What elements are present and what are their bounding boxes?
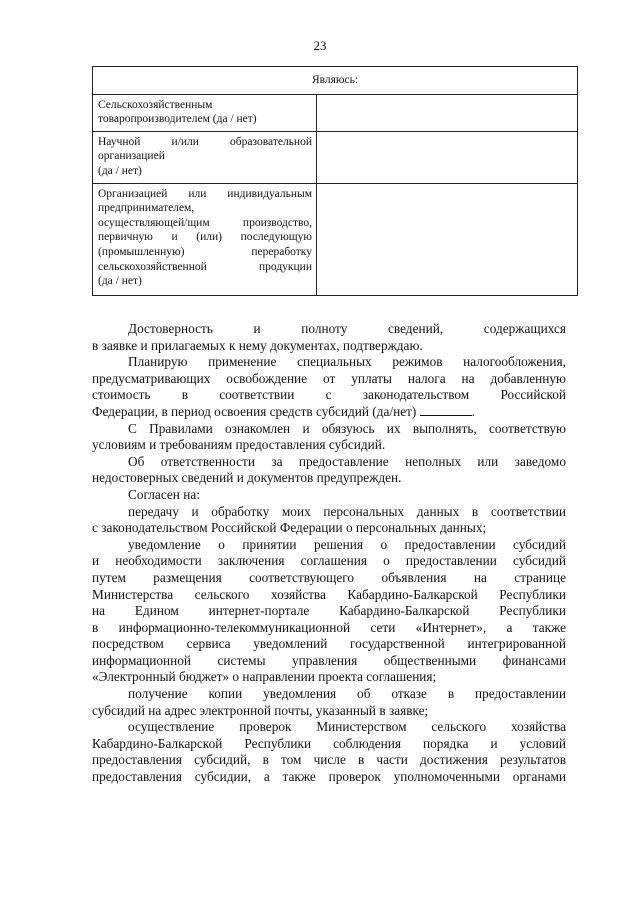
answer-cell[interactable] xyxy=(317,131,578,183)
text-line: предусматривающих освобождение от уплаты налога на добавленную xyxy=(92,370,566,386)
text-line: посредством сервиса уведомлений государственной интегрированной xyxy=(92,636,566,652)
text-line: предоставления субсидии, а также проверок уполномоченными органами xyxy=(92,769,566,785)
table-row xyxy=(93,183,578,295)
paragraph xyxy=(92,686,566,719)
text-line: получение копии уведомления об отказе в предоставлении xyxy=(128,686,566,702)
text-line: С Правилами ознакомлен и обязуюсь их выполнять, соответствую xyxy=(128,420,566,436)
text-line: с законодательством Российской Федерации о персональных данных; xyxy=(92,520,487,536)
text-line: Об ответственности за предоставление неполных или заведомо xyxy=(128,453,566,469)
paragraph xyxy=(92,719,566,785)
text-line: информационной системы управления общественными финансами xyxy=(92,652,566,668)
text-line: субсидий на адрес электронной почты, указанный в заявке; xyxy=(92,702,429,718)
paragraph xyxy=(92,354,566,420)
row-label-line: товаропроизводителем (да / нет) xyxy=(98,113,257,126)
answer-cell[interactable] xyxy=(317,94,578,131)
row-label-line: Сельскохозяйственным xyxy=(98,98,213,111)
text-line: осуществление проверок Министерством сельского хозяйства xyxy=(128,719,566,735)
paragraph xyxy=(92,504,566,537)
row-label xyxy=(93,94,317,131)
text-line: Согласен на: xyxy=(128,486,200,502)
text-line: стоимость в соответствии с законодательством Российской xyxy=(92,387,566,403)
answer-cell[interactable] xyxy=(317,183,578,295)
row-label-line: (промышленную) переработку xyxy=(98,245,312,258)
text-line: условиям и требованиям предоставления субсидий. xyxy=(92,437,386,453)
text-line-content: Федерации, в период освоения средств субсидий (да/нет) xyxy=(92,403,417,419)
text-line: Достоверность и полноту сведений, содержащихся xyxy=(128,321,566,336)
table-header: Являюсь: xyxy=(93,67,578,95)
text-line: «Электронный бюджет» о направлении проекта соглашения; xyxy=(92,669,437,685)
text-line: Кабардино-Балкарской Республики соблюдения порядка и условий xyxy=(92,735,566,751)
text-line: предоставления субсидий, в том числе в части достижения результатов xyxy=(92,752,566,768)
row-label-line: осуществляющей/щим производство, xyxy=(98,216,312,229)
text-line: недостоверных сведений и документов предупрежден. xyxy=(92,470,402,486)
text-line: на Едином интернет-портале Кабардино-Балкарской Республики xyxy=(92,603,566,619)
page-number: 23 xyxy=(313,38,327,53)
text-line: уведомление о принятии решения о предоставлении субсидий xyxy=(128,536,566,552)
table-row xyxy=(93,94,578,131)
table-header-row xyxy=(93,67,578,95)
text-line: Федерации, в период освоения средств субсидий (да/нет) . xyxy=(92,403,476,419)
paragraph xyxy=(92,537,566,686)
text-line: в заявке и прилагаемых к нему документах, подтверждаю. xyxy=(92,337,423,353)
row-label xyxy=(93,183,317,295)
status-table xyxy=(92,66,578,296)
text-line: передачу и обработку моих персональных данных в соответствии xyxy=(128,503,566,519)
paragraph xyxy=(92,454,566,487)
row-label-line: организацией xyxy=(98,150,165,163)
paragraph xyxy=(92,487,566,504)
text-line: и необходимости заключения соглашения о предоставлении субсидий xyxy=(92,553,566,569)
text-line: Министерства сельского хозяйства Кабардино-Балкарской Республики xyxy=(92,586,566,602)
paragraph xyxy=(92,421,566,454)
row-label-line: предпринимателем, xyxy=(98,202,195,215)
text-line: Планирую применение специальных режимов налогообложения, xyxy=(128,354,566,370)
row-label-line: сельскохозяйственной продукции xyxy=(98,260,312,273)
row-label-line: первичную и (или) последующую xyxy=(98,231,312,244)
row-label-line: Научной и/или образовательной xyxy=(98,135,312,148)
row-label-line: Организацией или индивидуальным xyxy=(98,187,312,200)
row-label xyxy=(93,131,317,183)
body-text xyxy=(92,321,566,786)
row-label-line: (да / нет) xyxy=(98,164,142,177)
table-row xyxy=(93,131,578,183)
answer-blank[interactable] xyxy=(420,404,472,416)
row-label-line: (да / нет) xyxy=(98,275,142,288)
text-line: путем размещения соответствующего объявления на странице xyxy=(92,569,566,585)
text-line: в информационно-телекоммуникационной сети «Интернет», а также xyxy=(92,619,566,635)
paragraph xyxy=(92,321,566,354)
